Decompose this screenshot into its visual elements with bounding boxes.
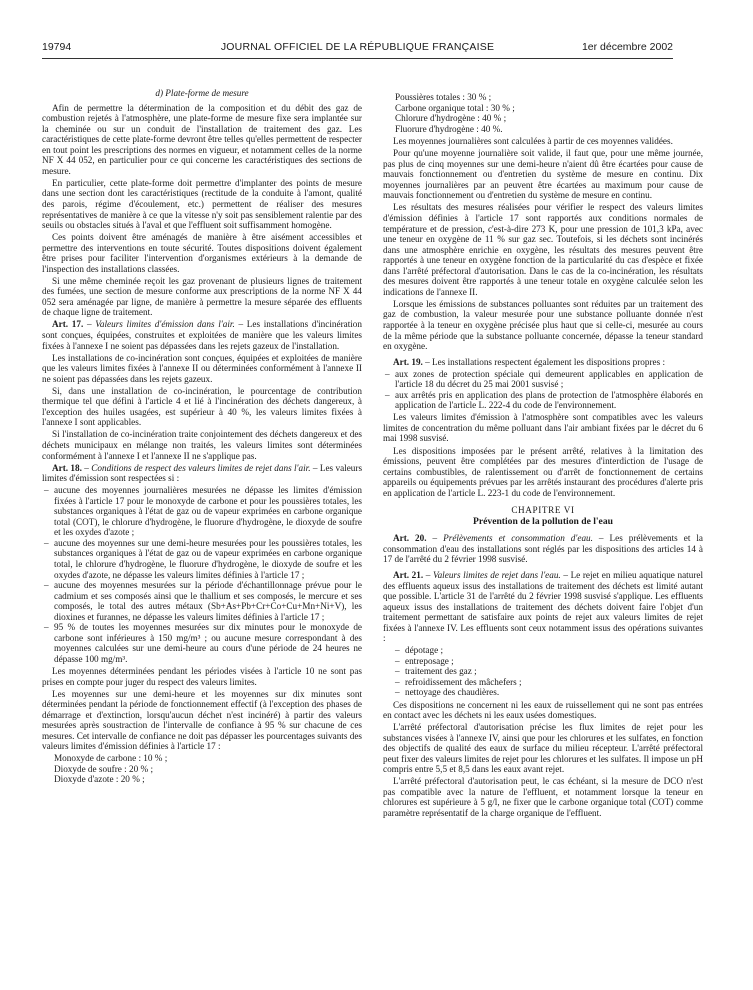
paragraph: Les dispositions imposées par le présent arrêté, relatives à la limitation des émissions, peuvent être complétées par des mesures d'interdiction de l'usage de certains combustibles, de ralentissement ou d'arrêt de fonctionnement de certains appareils ou équipements prévues par les arrêtés instaurant des procédures d'alerte pris en application de l'article L. 223-1 du code de l'environnement. [383, 445, 703, 498]
article-17: Art. 17. – Valeurs limites d'émission dans l'air. – Les installations d'incinération sont conçues, équipées, construites et exploitées de manière que les valeurs limites fixées à l'annexe I ne soient pas dépassées dans les rejets gazeux de l'installation. [42, 319, 362, 351]
article-21: Art. 21. – Valeurs limites de rejet dans l'eau. – Le rejet en milieu aquatique naturel des effluents aqueux issus des installations de traitement des déchets est limité autant que possible. L'article 31 de l'arrêté du 2 février 1998 susvisé s'applique. Les effluents aqueux issus des installations de traitement des déchets doivent faire l'objet d'un traitement permettant de satisfaire aux points de rejet aux valeurs limites de rejet fixées à l'annexe IV. Les effluents sont ceux notamment issus des opérations suivantes : [383, 569, 704, 644]
list-item: – dépotage ; [395, 645, 444, 656]
article-text: Les installations respectent également les dispositions propres : [432, 356, 666, 367]
list-item: – aucune des moyennes journalières mesurées ne dépasse les limites d'émission fixées à l'article 17 pour le monoxyde de carbone et pour les poussières totales, les substances organiques à l'état de gaz ou de vapeur exprimées en carbone organique total (COT), le chlorure d'hydrogène, le fluorure d'hydrogène, le dioxyde de soufre et les oxydes d'azote ; [44, 485, 362, 538]
article-text: Les installations d'incinération sont conçues, équipées, construites et exploitées de manière que les valeurs limites fixées à l'annexe I ne soient pas dépassées dans les rejets gazeux de l'installation. [42, 319, 362, 351]
article-label: Art. 19. [393, 356, 423, 367]
journal-title: JOURNAL OFFICIEL DE LA RÉPUBLIQUE FRANÇAISE [220, 41, 495, 53]
header-rule [42, 58, 673, 59]
article-title: Valeurs limites d'émission dans l'air. [95, 319, 235, 330]
list-item: – entreposage ; [395, 655, 454, 666]
value-line: Fluorure d'hydrogène : 40 %. [395, 123, 503, 134]
page-number: 19794 [42, 41, 72, 53]
operations-list [383, 645, 703, 698]
value-line: Monoxyde de carbone : 10 % ; [54, 753, 168, 764]
article-title: Prélèvements et consommation d'eau. [443, 533, 593, 544]
provisions-list [383, 369, 703, 411]
conditions-list [42, 485, 362, 664]
paragraph: Si, dans une installation de co-incinération, le pourcentage de contribution thermique tel que défini à l'article 4 et lié à l'incinération des déchets dangereux, à l'exception des huiles usagées, est supérieur à 40 %, les valeurs limites fixées à l'annexe I sont applicables. [42, 385, 362, 428]
article-label: Art. 21. [393, 569, 424, 580]
value-line: Dioxyde d'azote : 20 % ; [54, 774, 145, 785]
list-item: – aucune des moyennes sur une demi-heure mesurées pour les poussières totales, les substances organiques à l'état de gaz ou de vapeur exprimées en carbone organique total, le chlorure d'hydrogène, le fluorure d'hydrogène, le dioxyde de soufre et les oxydes d'azote, ne dépasse les valeurs limites définies à l'article 17 ; [44, 537, 362, 580]
list-item: – aux arrêtés pris en application des plans de protection de l'atmosphère élaborés en application de l'article L. 222-4 du code de l'environnement. [385, 389, 703, 411]
article-18: Art. 18. – Conditions de respect des valeurs limites de rejet dans l'air. – Les valeurs limites d'émission sont respectées si : [42, 462, 363, 484]
article-label: Art. 17. [52, 319, 84, 330]
list-item: – traitement des gaz ; [395, 666, 477, 677]
article-text: Le rejet en milieu aquatique naturel des effluents aqueux issus des installations de traitement des déchets est limité autant que possible. L'article 31 de l'arrêté du 2 février 1998 susvisé s'applique. Les effluents aqueux issus des installations de traitement des déchets doivent faire l'objet d'un traitement permettant de satisfaire aux points de rejet aux valeurs limites de rejet fixées à l'annexe IV. Les effluents sont ceux notamment issus des opérations suivantes : [383, 569, 704, 644]
article-title: Valeurs limites de rejet dans l'eau. [433, 569, 561, 580]
list-item: – refroidissement des mâchefers ; [395, 676, 522, 687]
right-column [383, 92, 703, 820]
chapter-heading: CHAPITRE VI [511, 505, 575, 516]
paragraph: Les moyennes journalières sont calculées à partir de ces moyennes validées. [393, 136, 673, 147]
article-label: Art. 18. [52, 462, 82, 473]
article-text: Les prélèvements et la consommation d'eau des installations sont réglés par les dispositions des articles 14 à 17 de l'arrêté du 2 février 1998 susvisé. [383, 533, 703, 565]
value-line: Dioxyde de soufre : 20 % ; [54, 763, 153, 774]
paragraph: Les moyennes déterminées pendant les périodes visées à l'article 10 ne sont pas prises en compte pour juger du respect des valeurs limites. [42, 665, 362, 687]
paragraph: Les moyennes sur une demi-heure et les moyennes sur dix minutes sont déterminées pendant la période de fonctionnement effectif (à l'exception des phases de démarrage et d'extinction, lorsqu'aucun déchet n'est incinéré) à partir des valeurs mesurées après soustraction de l'intervalle de confiance à 95 % sur chacune de ces mesures. Cet intervalle de confiance ne doit pas dépasser les pourcentages suivants des valeurs limites d'émission définies à l'article 17 : [42, 688, 362, 752]
chapter-title: Prévention de la pollution de l'eau [473, 515, 613, 527]
page-header [42, 41, 673, 55]
paragraph: Si l'installation de co-incinération traite conjointement des déchets dangereux et des déchets municipaux en mélange non traités, les valeurs limites sont déterminées conformément à l'annexe I et l'annexe II ne s'applique pas. [42, 429, 362, 461]
paragraph: Afin de permettre la détermination de la composition et du débit des gaz de combustion rejetés à l'atmosphère, une plate-forme de mesure fixe sera implantée sur la cheminée ou sur un conduit de l'installation de traitement des gaz. Les caractéristiques de cette plate-forme devront être telles qu'elles permettent de respecter en tout point les prescriptions des normes en vigueur, et notamment celles de la norme NF X 44 052, en particulier pour ce qui concerne les caractéristiques des sections de mesure. [42, 102, 362, 176]
paragraph: En particulier, cette plate-forme doit permettre d'implanter des points de mesure dans une section dont les caractéristiques (rectitude de la conduite à l'amont, qualité des parois, régime d'écoulement, etc.) permettent de réaliser des mesures représentatives de manière à ce que la vitesse n'y soit pas sensiblement ralentie par des seuils ou obstacles situés à l'aval et que l'effluent soit suffisamment homogène. [42, 177, 362, 231]
list-item: – aucune des moyennes mesurées sur la période d'échantillonnage prévue pour le cadmium et ses composés ainsi que le thallium et ses composés, le mercure et ses composés, le total des autres métaux (Sb+As+Pb+Cr+Co+Cu+Mn+Ni+V), les dioxines et furannes, ne dépasse les valeurs limites définies à l'article 17 ; [44, 580, 362, 622]
paragraph: Ces dispositions ne concernent ni les eaux de ruissellement qui ne sont pas entrées en contact avec les déchets ni les eaux usées domestiques. [383, 699, 703, 721]
article-text: Les valeurs limites d'émission sont respectées si : [42, 462, 363, 484]
paragraph: L'arrêté préfectoral d'autorisation peut, le cas échéant, si la mesure de DCO n'est pas compatible avec la nature de l'effluent, et notamment lorsque la teneur en chlorures est supérieure à 5 g/l, ne fixer que le carbone organique total (COT) comme paramètre représentatif de la charge organique de l'effluent. [383, 776, 703, 818]
paragraph: Ces points doivent être aménagés de manière à être aisément accessibles et permettre des interventions en toute sécurité. Toutes dispositions doivent également être prises pour faciliter l'intervention d'organismes extérieurs à la demande de l'inspection des installations classées. [42, 232, 362, 274]
value-line: Carbone organique total : 30 % ; [395, 102, 515, 113]
value-line: Poussières totales : 30 % ; [395, 92, 492, 102]
paragraph: Les valeurs limites d'émission à l'atmosphère sont compatibles avec les valeurs limites de concentration du même polluant dans l'air ambiant fixées par le décret du 6 mai 1998 susvisé. [383, 412, 703, 444]
article-19: Art. 19. – Les installations respectent également les dispositions propres : [393, 356, 666, 367]
article-20: Art. 20. – Prélèvements et consommation d'eau. – Les prélèvements et la consommation d'eau des installations sont réglés par les dispositions des articles 14 à 17 de l'arrêté du 2 février 1998 susvisé. [383, 533, 703, 565]
paragraph: Lorsque les émissions de substances polluantes sont réduites par un traitement des gaz de combustion, la valeur mesurée pour une substance polluante donnée n'est rapportée à la teneur en oxygène précisée plus haut que si celle-ci, mesurée au cours de la même période que la substance polluante concernée, dépasse la teneur standard en oxygène. [383, 298, 703, 352]
paragraph: Les résultats des mesures réalisées pour vérifier le respect des valeurs limites d'émission définies à l'article 17 sont rapportés aux conditions normales de température et de pression, c'est-à-dire 273 K, pour une pression de 101,3 kPa, avec une teneur en oxygène de 11 % sur gaz sec. Toutefois, si les déchets sont incinérés dans une atmosphère enrichie en oxygène, les résultats des mesures peuvent être rapportés à une teneur en oxygène fonction de la particularité du cas d'espèce et fixée dans l'arrêté préfectoral d'autorisation. Dans le cas de la co-incinération, les résultats des mesures doivent être rapportés à une teneur totale en oxygène calculée selon les indications de l'annexe II. [383, 202, 703, 297]
list-item: – nettoyage des chaudières. [395, 687, 500, 698]
article-title: Conditions de respect des valeurs limites de rejet dans l'air. [91, 462, 311, 473]
paragraph: Pour qu'une moyenne journalière soit valide, il faut que, pour une même journée, pas plus de cinq moyennes sur une demi-heure n'aient dû être écartées pour cause de mauvais fonctionnement ou d'entretien du système de mesure en continu. Dix moyennes journalières par an peuvent être écartées au maximum pour cause de mauvais fonctionnement ou d'entretien du système de mesure en continu. [383, 148, 703, 201]
paragraph: L'arrêté préfectoral d'autorisation précise les flux limites de rejet pour les substances visées à l'annexe IV, ainsi que pour les chlorures et les sulfates, en fonction des objectifs de qualité des eaux de surface du milieu récepteur. L'arrêté préfectoral peut fixer des valeurs limites de rejet pour les chlorures et les sulfates. Il impose un pH compris entre 5,5 et 8,5 dans les eaux avant rejet. [383, 722, 703, 775]
list-item: – aux zones de protection spéciale qui demeurent applicables en application de l'article 18 du décret du 25 mai 2001 susvisé ; [385, 368, 703, 390]
paragraph: Si une même cheminée reçoit les gaz provenant de plusieurs lignes de traitement des fumées, une section de mesure conforme aux prescriptions de la norme NF X 44 052 sera aménagée par ligne, de manière à permettre la mesure séparée des effluents de chaque ligne de traitement. [42, 275, 362, 318]
publication-date: 1er décembre 2002 [581, 41, 673, 53]
value-line: Chlorure d'hydrogène : 40 % ; [395, 113, 507, 124]
list-item: – 95 % de toutes les moyennes mesurées sur dix minutes pour le monoxyde de carbone sont inférieures à 150 mg/m³ ; ou aucune mesure correspondant à des moyennes calculées sur une demi-heure au cours d'une période de 24 heures ne dépasse 100 mg/m³. [44, 622, 362, 664]
left-column [42, 88, 362, 785]
article-label: Art. 20. [393, 533, 427, 544]
section-heading: d) Plate-forme de mesure [155, 88, 249, 98]
paragraph: Les installations de co-incinération sont conçues, équipées et exploitées de manière que les valeurs limites fixées à l'annexe II ou déterminées conformément à l'annexe II ne soient pas dépassées dans les rejets gazeux. [42, 352, 362, 384]
